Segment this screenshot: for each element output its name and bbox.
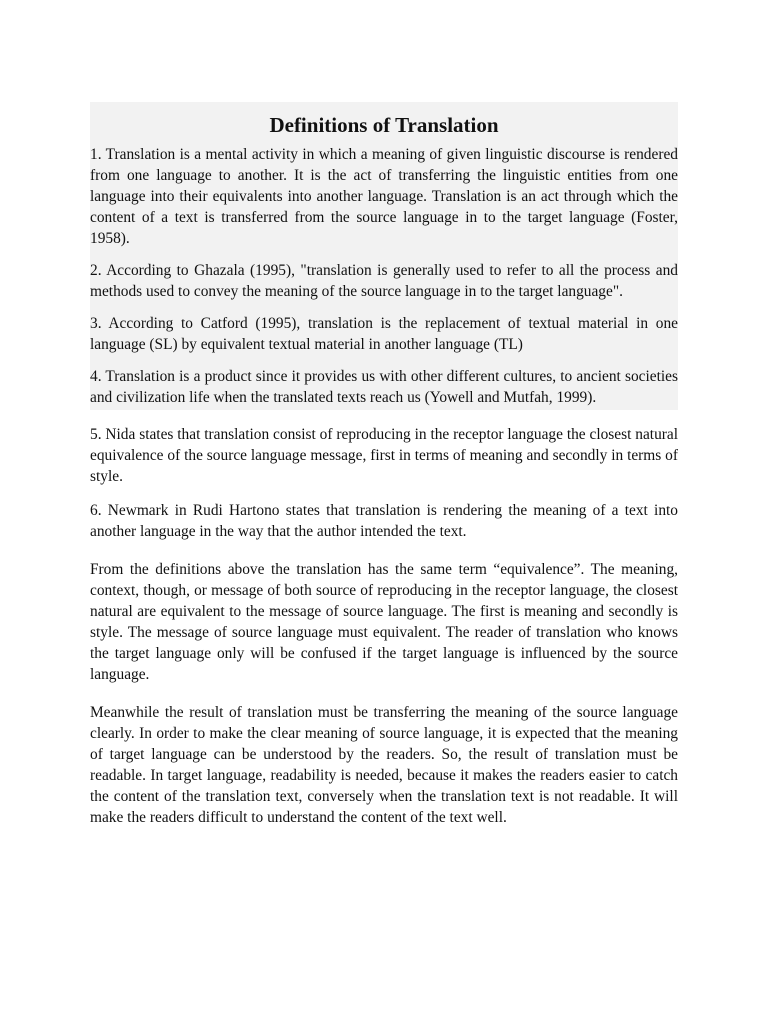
definition-paragraph-1: 1. Translation is a mental activity in which a meaning of given linguistic discourse is rendered from one language to another. It is the act of transferring the linguistic entities from one language into their equivalents into another language. Translation is an act through which the content of a text is transferred from the source language in to the target language (Foster, 1958). — [90, 146, 678, 247]
highlighted-definitions-block — [90, 102, 678, 410]
summary-paragraph-readability: Meanwhile the result of translation must be transferring the meaning of the source language clearly. In order to make the clear meaning of source language, it is expected that the meaning of target language can be understood by the readers. So, the result of translation must be readable. In target language, readability is needed, because it makes the readers easier to catch the content of the translation text, conversely when the translation text is not readable. It will make the readers difficult to understand the content of the text well. — [90, 704, 678, 826]
definition-paragraph-5: 5. Nida states that translation consist of reproducing in the receptor language the closest natural equivalence of the source language message, first in terms of meaning and secondly in terms of style. — [90, 426, 678, 485]
definition-paragraph-4: 4. Translation is a product since it provides us with other different cultures, to ancient societies and civilization life when the translated texts reach us (Yowell and Mutfah, 1999). — [90, 368, 678, 406]
definition-paragraph-3: 3. According to Catford (1995), translation is the replacement of textual material in one language (SL) by equivalent textual material in another language (TL) — [90, 315, 678, 353]
page-title: Definitions of Translation — [269, 113, 499, 137]
document-page — [90, 102, 678, 828]
definition-paragraph-6: 6. Newmark in Rudi Hartono states that translation is rendering the meaning of a text into another language in the way that the author intended the text. — [90, 502, 678, 540]
summary-paragraph-equivalence: From the definitions above the translation has the same term “equivalence”. The meaning, context, though, or message of both source of reproducing in the receptor language, the closest natural are equivalent to the message of source language. The first is meaning and secondly is style. The message of source language must equivalent. The reader of translation who knows the target language only will be confused if the target language is influenced by the source language. — [90, 561, 678, 683]
plain-text-block — [90, 424, 678, 828]
definition-paragraph-2: 2. According to Ghazala (1995), "translation is generally used to refer to all the process and methods used to convey the meaning of the source language in to the target language". — [90, 262, 678, 300]
